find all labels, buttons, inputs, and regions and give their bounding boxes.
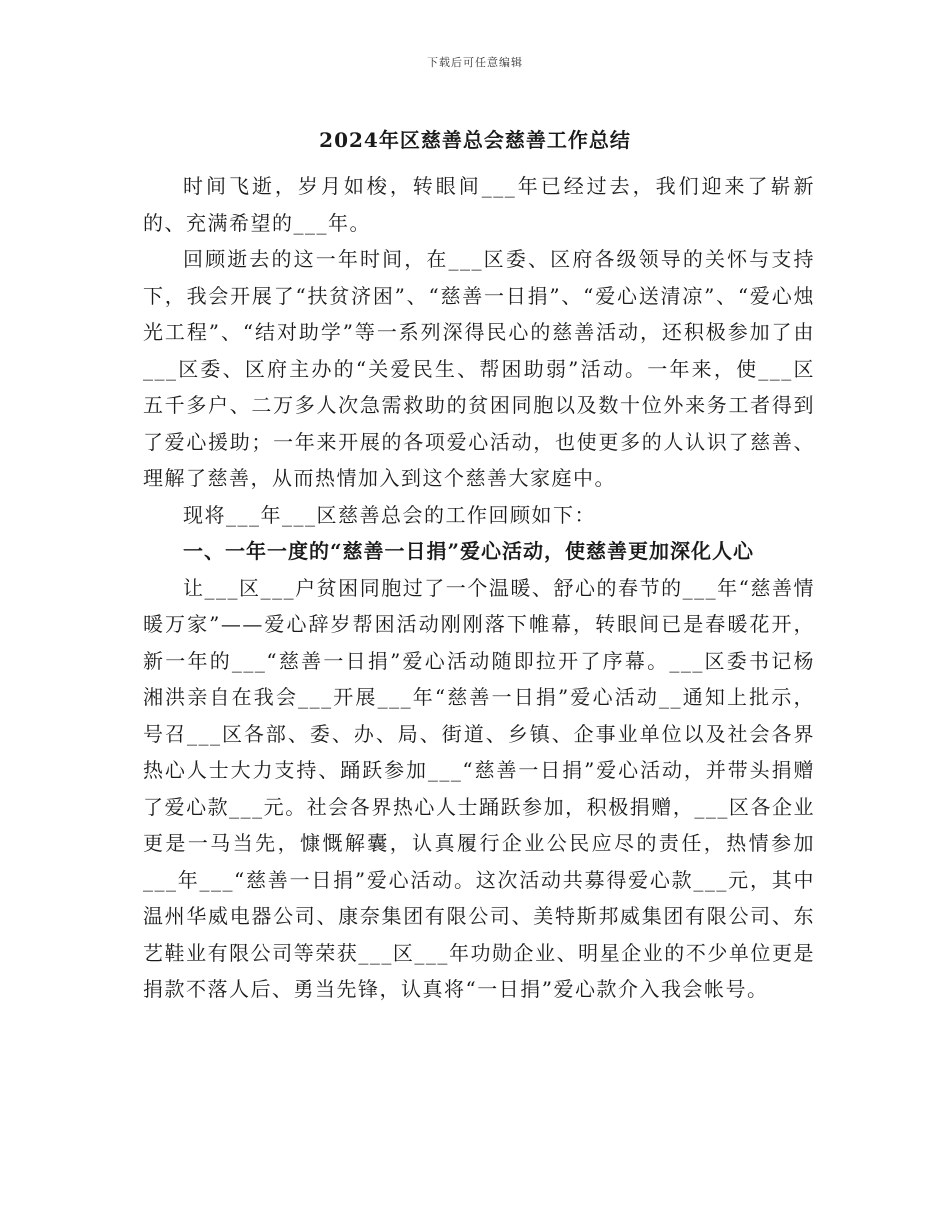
- paragraph-summary-lead: 现将___年___区慈善总会的工作回顾如下：: [183, 502, 596, 527]
- paragraph-intro: 时间飞逝，岁月如梭，转眼间___年已经过去，我们迎来了崭新的、充满希望的___年。: [143, 174, 815, 235]
- paragraph-review: 回顾逝去的这一年时间，在___区委、区府各级领导的关怀与支持下，我会开展了“扶贫济困”、“慈善一日捐”、“爱心送清凉”、“爱心烛光工程”、“结对助学”等一系列深得民心的慈善活动，还积极参加了由___区委、区府主办的“关爱民生、帮困助弱”活动。一年来，使___区五千多户、二万多人次急需救助的贫困同胞以及数十位外来务工者得到了爱心援助；一年来开展的各项爱心活动，也使更多的人认识了慈善、理解了慈善，从而热情加入到这个慈善大家庭中。: [143, 247, 815, 490]
- document-title: 2024年区慈善总会慈善工作总结: [319, 128, 631, 152]
- section-heading-1: 一、一年一度的“慈善一日捐”爱心活动，使慈善更加深化人心: [183, 539, 755, 563]
- paragraph-section-1: 让___区___户贫困同胞过了一个温暖、舒心的春节的___年“慈善情暖万家”——爱心辞岁帮困活动刚刚落下帷幕，转眼间已是春暖花开，新一年的___“慈善一日捐”爱心活动随即拉开了序幕。___区委书记杨湘洪亲自在我会___开展___年“慈善一日捐”爱心活动__通知上批示，号召___区各部、委、办、局、街道、乡镇、企事业单位以及社会各界热心人士大力支持、踊跃参加___“慈善一日捐”爱心活动，并带头捐赠了爱心款___元。社会各界热心人士踊跃参加，积极捐赠，___区各企业更是一马当先，慷慨解囊，认真履行企业公民应尽的责任，热情参加___年___“慈善一日捐”爱心活动。这次活动共募得爱心款___元，其中温州华威电器公司、康奈集团有限公司、美特斯邦威集团有限公司、东艺鞋业有限公司等荣获___区___年功勋企业、明星企业的不少单位更是捐款不落人后、勇当先锋，认真将“一日捐”爱心款介入我会帐号。: [143, 575, 815, 1001]
- header-note: 下载后可任意编辑: [427, 56, 523, 69]
- document-body: [143, 168, 815, 1008]
